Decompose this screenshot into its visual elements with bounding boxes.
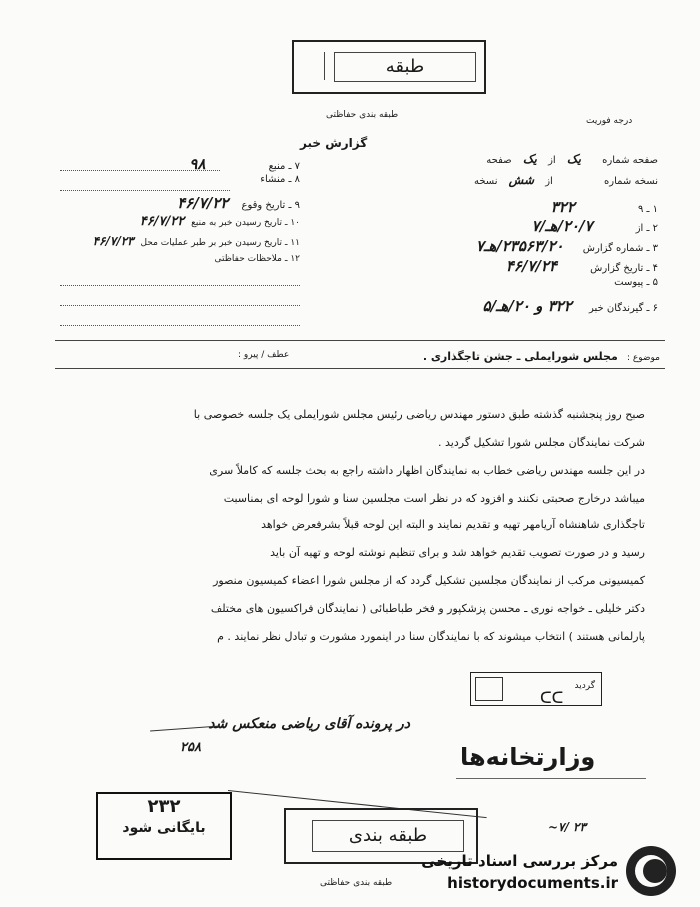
top-classification-stamp [292,40,486,94]
field-label: ۱۰ ـ تاریخ رسیدن خبر به منبع [191,218,300,228]
field-label: ۷ ـ منبع [268,161,300,172]
field-of-label: از [545,176,553,187]
field-label: ۱ ـ ۹ [637,204,658,215]
handwritten-initials: ~۷/ ۲۳ [548,820,586,834]
archive-logo-icon [626,846,676,896]
body-line: میباشد درخارج صحبتی نکنند و افزود که در نظر است مجلسین سنا و شورا لوحه ای بمناسبت [223,492,645,505]
field-label: ۹ ـ تاریخ وقوع [241,200,300,211]
field-label: ۴ ـ تاریخ گزارش [590,263,658,274]
field-origin [60,174,300,185]
watermark-url: historydocuments.ir [447,874,618,892]
field-value: ۴۶/۷/۲۳ [92,234,134,248]
stamp-top-text: طبقه [334,52,476,82]
received-stamp-text: گردید [574,681,595,691]
field-of-label: از [548,155,556,166]
archive-label: بایگانی شود [122,820,206,836]
field-label: ۳ ـ شماره گزارش [582,243,658,254]
reference-label: عطف / پیرو : [238,350,290,360]
field-label: ۲ ـ از [635,223,658,234]
watermark [380,852,680,898]
dotted-line [60,285,300,286]
dotted-line [60,325,300,326]
body-line: در این جلسه مهندس ریاضی خطاب به نمایندگان اظهار داشته راجع به بحث جلسه که کاملاً سری [209,464,645,477]
body-line: دکتر خلیلی ـ خواجه نوری ـ محسن پزشکپور و فخر طباطبائی ( نمایندگان فراکسیون های مختلف [210,602,645,615]
handwritten-number: ۲۵۸ [180,740,201,755]
ministry-underline [456,778,646,779]
field-label: ۶ ـ گیرندگان خبر [588,303,658,314]
subject-label: موضوع : [626,353,660,363]
body-line: شرکت نمایندگان مجلس شورا تشکیل گردید . [438,436,645,449]
field-value: ۴۶/۷/۲۴ [505,257,557,275]
field-of-value: یک [522,152,537,166]
handwritten-mark: ᑕᑕ [540,688,564,707]
field-unit: نسخه [473,176,498,187]
field-row-6 [418,297,658,315]
body-line: رسید و در صورت تصویب تقدیم خواهد شد و برای تنظیم نوشته لوحه و تهیه آن باید [270,546,645,559]
archive-stamp [96,792,232,860]
watermark-title: مرکز بررسی اسناد تاریخی [421,852,618,870]
subject-line [40,350,660,363]
field-row-3 [418,237,658,255]
separator [55,340,665,341]
field-row-2 [418,217,658,235]
field-value: ۳۲۲ و ۲۰/هـ/۵ [482,297,572,315]
received-stamp [470,672,602,706]
field-row-1 [418,198,658,216]
field-occurrence-date [60,194,300,212]
stamp-bottom-text: طبقه بندی [312,820,464,852]
field-received-ops [20,234,300,248]
field-value: ۳۲۲ [550,198,575,216]
field-label: ۵ ـ پیوست [614,277,658,288]
dotted-line [60,305,300,306]
field-value: ۴۶/۷/۲۲ [177,194,229,212]
field-label: صفحه شماره [602,155,658,166]
stamp-box [475,677,503,701]
classification-label-bottom: طبقه بندی حفاظتی [320,878,393,888]
page-title: گزارش خبر [300,136,368,150]
field-label: ۱۱ ـ تاریخ رسیدن خبر بر طبر عملیات محل [140,238,300,248]
field-value: ۲۳۵۶۳/۲۰/هـ۷ [475,237,564,255]
urgency-label: درجه فوریت [586,116,633,126]
field-of-value: شش [508,173,535,187]
handwritten-note: در پرونده آقای ریاضی منعکس شد [208,716,410,732]
field-source [60,155,300,173]
field-value: ۴۶/۷/۲۲ [139,214,185,229]
body-line: پارلمانی هستند ) انتخاب میشوند که با نمایندگان سنا در اینمورد مشورت و تبادل نظر نمایند . م [217,630,645,643]
body-line: صبح روز پنجشنبه گذشته طبق دستور مهندس ریاضی رئیس مجلس شورایملی یک جلسه خصوصی با [193,408,645,421]
field-label: ۸ ـ منشاء [260,174,300,185]
field-label: ۱۲ ـ ملاحظات حفاظتی [214,254,300,264]
body-line: کمیسیونی مرکب از نمایندگان مجلسین تشکیل گردد که از مجلس شورا اعضاء کمیسیون منصور [213,574,645,587]
field-value: یک [566,152,581,166]
stamp-divider [300,52,325,80]
field-value: ۹۸ [189,155,206,173]
field-label: نسخه شماره [604,176,658,187]
body-line: تاجگذاری شاهنشاه آریامهر تهیه و تقدیم نمایند و البته این لوحه قبلاً بشرفعرض خواهد [261,518,645,531]
field-page-number [398,152,658,166]
field-received-source [40,214,300,229]
field-security-notes [60,254,300,264]
field-value: ۲۰/۷/هـ/۷ [531,217,593,235]
separator [55,368,665,369]
dotted-line [60,190,230,191]
field-row-4 [418,257,658,275]
field-copy-number [398,173,658,187]
classification-label: طبقه بندی حفاظتی [326,110,399,120]
logo-core [643,859,667,883]
subject-value: مجلس شورایملی ـ جشن تاجگذاری . [422,350,618,363]
field-row-5 [418,277,658,288]
ministry-stamp: وزارتخانه‌ها [460,743,596,771]
archive-number: ۲۳۲ [147,796,181,817]
field-unit: صفحه [486,155,512,166]
